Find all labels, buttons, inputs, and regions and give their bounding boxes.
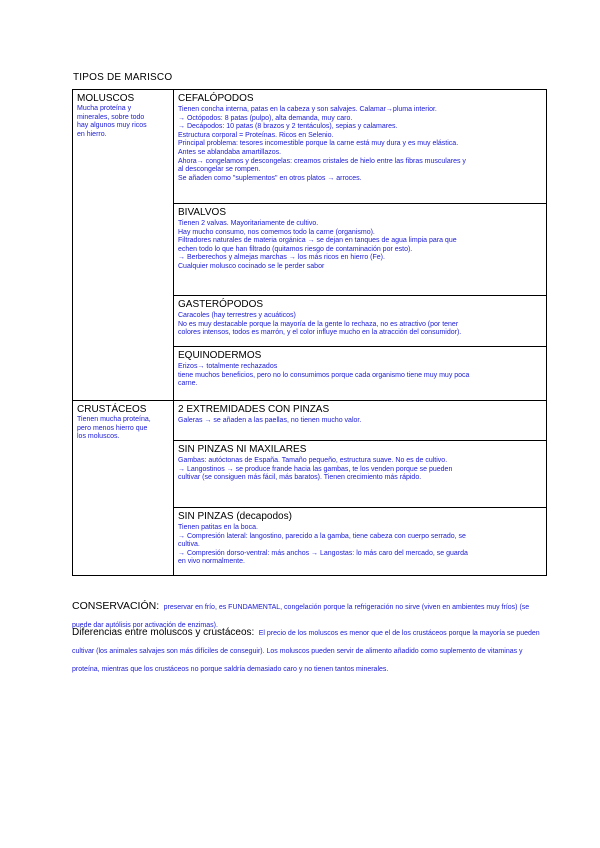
text-line: tiene muchos beneficios, pero no lo consumimos porque cada organismo tiene muy muy poca bbox=[178, 371, 470, 379]
section-heading: 2 EXTREMIDADES CON PINZAS bbox=[178, 404, 330, 415]
text-line: No es muy destacable porque la mayoría de la gente lo rechaza, no es atractivo (por tener bbox=[178, 320, 459, 328]
section-heading: BIVALVOS bbox=[178, 207, 226, 218]
section-body bbox=[178, 363, 542, 389]
text-line: echen todo lo que han filtrado (quitamos riesgo de contaminación por esto). bbox=[178, 245, 413, 253]
section-cell-bivalvos bbox=[174, 204, 547, 296]
text-line: cultiva. bbox=[178, 541, 200, 549]
differences-paragraph bbox=[72, 622, 550, 676]
text-line: → Berberechos y almejas marchas → los más ricos en hierro (Fe). bbox=[178, 254, 385, 262]
text-line: Filtradores naturales de materia orgánica → se dejan en tanques de agua limpia para que bbox=[178, 237, 457, 245]
section-heading: SIN PINZAS NI MAXILARES bbox=[178, 444, 307, 455]
text-line: → Compresión dorso-ventral: más anchos → Langostas: lo más caro del mercado, se guarda bbox=[178, 549, 468, 557]
text-line: en vivo normalmente. bbox=[178, 558, 245, 566]
text-line: carne. bbox=[178, 380, 198, 388]
text-line: Hay mucho consumo, nos comemos todo la carne (organismo). bbox=[178, 228, 375, 236]
text-line: en hierro. bbox=[77, 130, 107, 138]
section-heading: SIN PINZAS (decapodos) bbox=[178, 511, 292, 522]
text-line: Mucha proteína y bbox=[77, 105, 132, 112]
text-line: Tienen patitas en la boca. bbox=[178, 524, 258, 531]
text-line: colores intensos, todos es marrón, y el color influye mucho en la atracción del consumidor). bbox=[178, 329, 462, 337]
section-cell-cefalopodos bbox=[174, 90, 547, 204]
text-line: Ahora→ congelamos y descongelas: creamos cristales de hielo entre las fibras musculares y bbox=[178, 157, 466, 165]
table-row bbox=[73, 401, 547, 441]
text-line: Se añaden como "suplementos" en otros platos → arroces. bbox=[178, 174, 362, 182]
text-line: Tienen 2 valvas. Mayoritariamente de cultivo. bbox=[178, 220, 319, 227]
section-cell-sin-pinzas-maxilares bbox=[174, 441, 547, 508]
section-heading: GASTERÓPODOS bbox=[178, 299, 264, 310]
text-line: los moluscos. bbox=[77, 433, 120, 441]
text-line: Cualquier molusco cocinado se le perder sabor bbox=[178, 262, 325, 270]
marisco-table bbox=[72, 89, 547, 576]
text-line: → Decápodos: 10 patas (8 brazos y 2 tentáculos), sepias y calamares. bbox=[178, 123, 398, 131]
text-line: pero menos hierro que bbox=[77, 424, 148, 432]
section-body bbox=[178, 106, 542, 183]
group-title: MOLUSCOS bbox=[77, 93, 135, 104]
text-line: Gambas: autóctonas de España. Tamaño pequeño, estructura suave. No es de cultivo. bbox=[178, 457, 448, 464]
text-line: Tienen mucha proteína, bbox=[77, 416, 151, 423]
differences-heading: Diferencias entre moluscos y crustáceos: bbox=[72, 627, 255, 638]
conservation-text: preservar en frío, es FUNDAMENTAL, congelación porque la refrigeración no sirve (viven en ambientes muy fríos) (se puede dar autólisis por activación de enzimas). bbox=[72, 604, 530, 629]
text-line: Principal problema: tesores incomestible porque la carne está muy dura y es muy elástica. bbox=[178, 140, 459, 148]
text-line: Caracoles (hay terrestres y acuáticos) bbox=[178, 312, 296, 319]
text-line: → Compresión lateral: langostino, parecido a la gamba, tiene cabeza con cuerpo serrado, se bbox=[178, 532, 466, 540]
group-description bbox=[77, 416, 169, 442]
section-cell-equinodermos bbox=[174, 347, 547, 401]
group-cell-crustaceos bbox=[73, 401, 174, 576]
section-cell-gasteropodos bbox=[174, 296, 547, 347]
text-line: cultivar (se consiguen más fácil, más baratos). Tienen crecimiento más rápido. bbox=[178, 474, 422, 482]
section-cell-extremidades bbox=[174, 401, 547, 441]
text-line: Estructura corporal = Proteínas. Ricos en Selenio. bbox=[178, 131, 334, 139]
text-line: → Octópodos: 8 patas (pulpo), alta demanda, muy caro. bbox=[178, 114, 353, 122]
text-line: Galeras → se añaden a las paellas, no tienen mucho valor. bbox=[178, 417, 362, 424]
section-body bbox=[178, 417, 542, 426]
group-title: CRUSTÁCEOS bbox=[77, 404, 147, 415]
text-line: Erizos→ totalmente rechazados bbox=[178, 363, 278, 370]
group-cell-moluscos bbox=[73, 90, 174, 401]
section-body bbox=[178, 312, 542, 338]
section-body bbox=[178, 524, 542, 567]
differences-text: El precio de los moluscos es menor que el de los crustáceos porque la mayoría se pueden cultivar (los animales salvajes son más difíciles de conseguir). Los moluscos pueden servir de alimento añadido como suplemento de vitaminas y proteína, mientras que los crustáceos no porque saldría demasiado caro y no tienen tantos minerales. bbox=[72, 630, 540, 673]
text-line: minerales, sobre todo bbox=[77, 113, 145, 121]
conservation-heading: CONSERVACIÓN: bbox=[72, 600, 160, 612]
text-line: Tienen concha interna, patas en la cabeza y son salvajes. Calamar→pluma interior. bbox=[178, 106, 437, 113]
section-heading: CEFALÓPODOS bbox=[178, 93, 254, 104]
text-line: Antes se ablandaba amartillazos. bbox=[178, 148, 282, 156]
group-description bbox=[77, 105, 169, 139]
section-body bbox=[178, 457, 542, 483]
text-line: hay algunos muy ricos bbox=[77, 122, 147, 130]
table-row bbox=[73, 90, 547, 204]
section-body bbox=[178, 220, 542, 272]
section-heading: EQUINODERMOS bbox=[178, 350, 262, 361]
section-cell-sin-pinzas-decapodos bbox=[174, 508, 547, 576]
page-title: TIPOS DE MARISCO bbox=[73, 72, 173, 83]
text-line: al descongelar se rompen. bbox=[178, 166, 261, 174]
text-line: → Langostinos → se produce frande hacia las gambas, te los venden porque se pueden bbox=[178, 465, 453, 473]
